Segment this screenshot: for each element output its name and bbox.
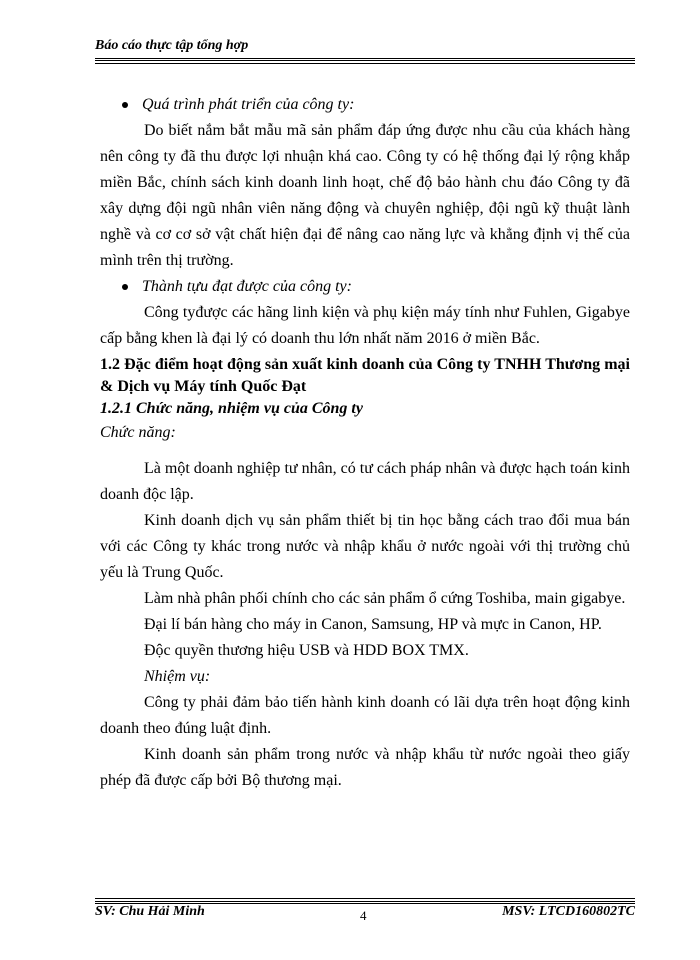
bullet-achievements — [100, 274, 630, 300]
paragraph-achievements: Công tyđược các hãng linh kiện và phụ kiện máy tính như Fuhlen, Gigabye cấp bằng khen là đại lý có doanh thu lớn nhất năm 2016 ở miền Bắc. — [100, 304, 630, 347]
paragraph-function-2: Kinh doanh dịch vụ sản phẩm thiết bị tin học bằng cách trao đổi mua bán với các Công ty khác trong nước và nhập khẩu ở nước ngoài với thị trường chủ yếu là Trung Quốc. — [100, 512, 630, 581]
bullet-development-text: Quá trình phát triển của công ty: — [142, 96, 355, 113]
page-footer — [95, 904, 635, 924]
section-heading-1-2: 1.2 Đặc điểm hoạt động sản xuất kinh doanh của Công ty TNHH Thương mại & Dịch vụ Máy tính Quốc Đạt — [100, 356, 630, 395]
paragraph-function-5: Độc quyền thương hiệu USB và HDD BOX TMX. — [144, 642, 469, 659]
page-header-title: Báo cáo thực tập tổng hợp — [95, 38, 249, 53]
paragraph-function-4: Đại lí bán hàng cho máy in Canon, Samsung, HP và mực in Canon, HP. — [144, 616, 602, 633]
paragraph-function-1: Là một doanh nghiệp tư nhân, có tư cách pháp nhân và được hạch toán kinh doanh độc lập. — [100, 460, 630, 503]
paragraph-function-3: Làm nhà phân phối chính cho các sản phẩm ổ cứng Toshiba, main gigabye. — [144, 590, 626, 607]
label-functions: Chức năng: — [100, 424, 176, 441]
label-tasks: Nhiệm vụ: — [144, 668, 211, 685]
bullet-dot-icon — [122, 284, 128, 290]
footer-student-id: MSV: LTCD160802TC — [502, 904, 635, 919]
page-number: 4 — [360, 908, 367, 923]
bullet-dot-icon — [122, 102, 128, 108]
footer-student-name: SV: Chu Hải Minh — [95, 904, 205, 919]
section-heading-1-2-1: 1.2.1 Chức năng, nhiệm vụ của Công ty — [100, 400, 363, 417]
paragraph-task-2: Kinh doanh sản phẩm trong nước và nhập khẩu từ nước ngoài theo giấy phép đã được cấp bởi Bộ thương mại. — [100, 746, 630, 789]
paragraph-development: Do biết nắm bắt mẫu mã sản phẩm đáp ứng được nhu cầu của khách hàng nên công ty đã thu được lợi nhuận khá cao. Công ty có hệ thống đại lý rộng khắp miền Bắc, chính sách kinh doanh linh hoạt, chế độ bảo hành chu đáo Công ty đã xây dựng đội ngũ nhân viên năng động và chuyên nghiệp, đội ngũ kỹ thuật lành nghề và cơ cơ sở vật chất hiện đại để nâng cao năng lực và khẳng định vị thế của mình trên thị trường. — [100, 122, 630, 269]
bullet-achievements-text: Thành tựu đạt được của công ty: — [142, 278, 352, 295]
header-divider — [95, 58, 635, 64]
document-body — [100, 92, 630, 794]
bullet-development — [100, 92, 630, 118]
paragraph-task-1: Công ty phải đảm bảo tiến hành kinh doanh có lãi dựa trên hoạt động kinh doanh theo đúng luật định. — [100, 694, 630, 737]
